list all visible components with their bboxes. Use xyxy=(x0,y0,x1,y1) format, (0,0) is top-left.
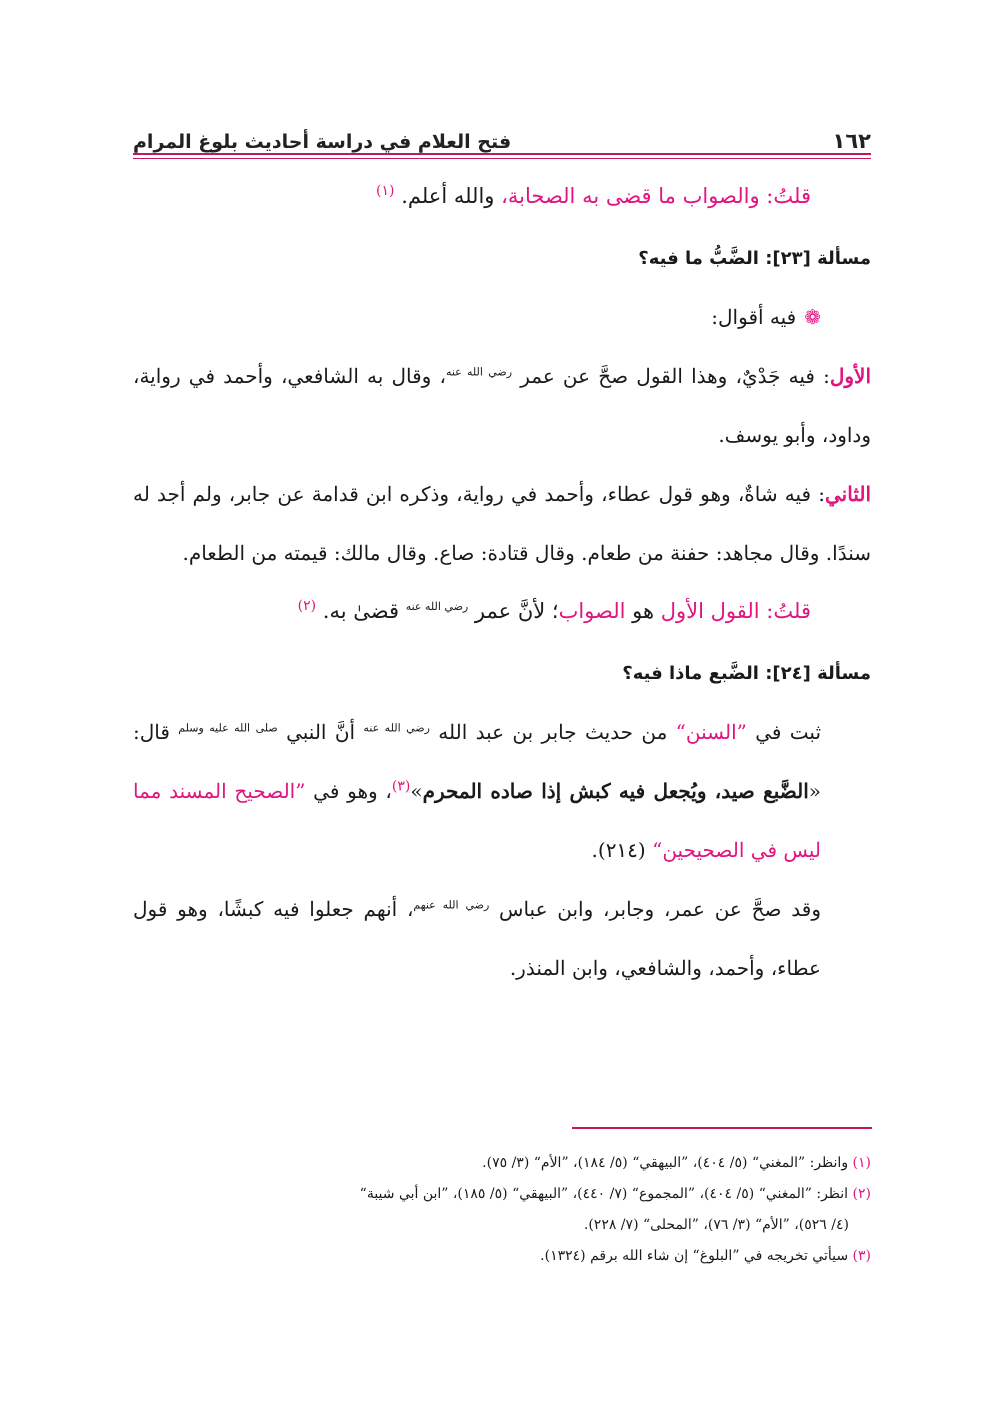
footnote-ref-3[interactable]: (٣) xyxy=(391,778,411,795)
author-note-2: قلتُ: القول الأول هو الصواب؛ لأنَّ عمر $^{رضي الله عنه}$ قضىٰ به. $^{(٢)}$ xyxy=(297,598,811,623)
running-title: فتح العلام في دراسة أحاديث بلوغ المرام xyxy=(133,131,512,153)
issue-23-heading: مسألة [٢٣]: الضَّبُّ ما فيه؟ xyxy=(638,248,871,269)
page-number: ١٦٢ xyxy=(832,129,871,153)
honorific-mark: رضي الله عنه xyxy=(363,721,430,735)
header-rule-thin xyxy=(133,158,871,159)
header-rule xyxy=(133,153,871,155)
footnote-2-continued: (٤/ ٥٢٦)، ”الأم“ (٣/ ٧٦)، ”المحلى“ (٧/ ٢٢٨). xyxy=(583,1217,849,1233)
page-body xyxy=(133,168,871,998)
footnotes xyxy=(133,1148,871,1272)
closing-paragraph: وقد صحَّ عن عمر، وجابر، وابن عباس $^{رضي الله عنهم}$، أنهم جعلوا فيه كبشًا، وهو قول عطاء، وأحمد، والشافعي، وابن المنذر. xyxy=(133,897,821,980)
footnote-1: (١) وانظر: ”المغني“ (٥/ ٤٠٤)، ”البيهقي“ (٥/ ١٨٤)، ”الأم“ (٣/ ٧٥). xyxy=(482,1155,871,1171)
first-opinion: الأول: فيه جَدْيٌ، وهذا القول صحَّ عن عمر $^{رضي الله عنه}$، وقال به الشافعي، وأحمد في رواية، وداود، وأبو يوسف. xyxy=(133,364,871,447)
footnote-3: (٣) سيأتي تخريجه في ”البلوغ“ إن شاء الله برقم (١٣٢٤). xyxy=(540,1248,871,1264)
footnote-rule xyxy=(572,1127,872,1129)
footnote-2: (٢) انظر: ”المغني“ (٥/ ٤٠٤)، ”المجموع“ (٧/ ٤٤٠)، ”البيهقي“ (٥/ ١٨٥)، ”ابن أبي شيبة“ xyxy=(359,1186,871,1202)
hadith-paragraph: ثبت في ”السنن“ من حديث جابر بن عبد الله $^{رضي الله عنه}$ أنَّ النبي $^{صلى الله عليه وسلم}$ قال: «الضَّبع صيد، ويُجعل فيه كبش إذا صاده المحرم»$^{(٣)}$، وهو في ”الصحيح المسند مما ليس في الصحيحين“ (٢١٤). xyxy=(133,720,822,862)
salawat-mark: صلى الله عليه وسلم xyxy=(178,721,278,735)
author-note-1: قلتُ: والصواب ما قضى به الصحابة، والله أعلم. $^{(١)}$ xyxy=(376,183,811,208)
second-opinion: الثاني: فيه شاةٌ، وهو قول عطاء، وأحمد في رواية، وذكره ابن قدامة عن جابر، ولم أجد له سندًا. وقال مجاهد: حفنة من طعام. وقال قتادة: صاع. وقال مالك: قيمته من الطعام. xyxy=(133,482,871,565)
footnote-ref-2[interactable]: (٢) xyxy=(297,598,317,614)
footnote-ref-1[interactable]: (١) xyxy=(376,183,395,199)
honorific-mark: رضي الله عنهم xyxy=(413,898,490,912)
honorific-mark: رضي الله عنه xyxy=(405,600,469,613)
page-header xyxy=(133,113,871,153)
opinions-intro: ❁فيه أقوال: xyxy=(711,305,821,329)
honorific-mark: رضي الله عنه xyxy=(445,365,513,379)
issue-24-heading: مسألة [٢٤]: الضَّبع ماذا فيه؟ xyxy=(622,663,871,684)
rosette-icon: ❁ xyxy=(804,305,821,329)
